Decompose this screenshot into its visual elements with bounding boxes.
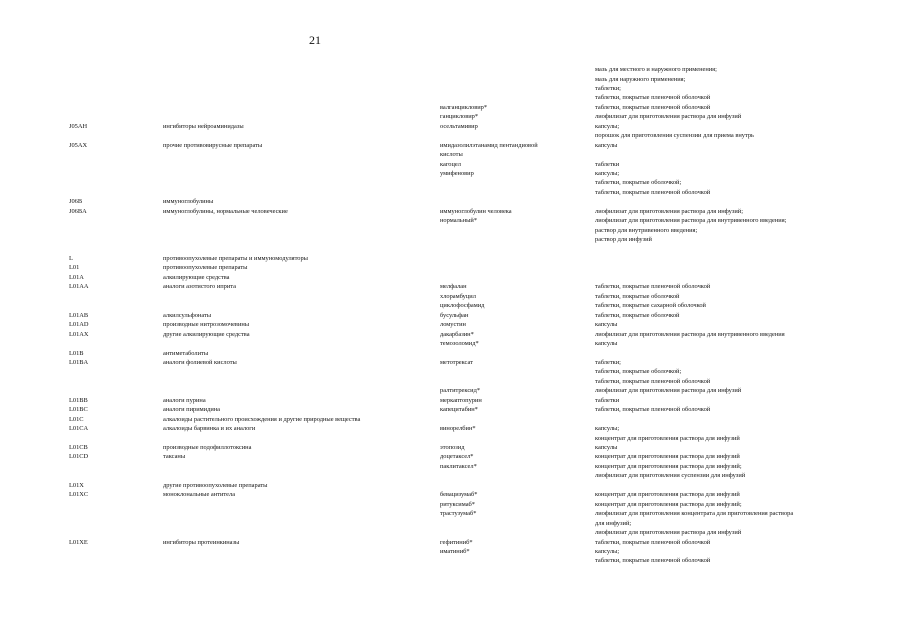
- drug-name: кислоты: [440, 151, 463, 159]
- atc-code: J06BA: [69, 207, 87, 215]
- dosage-form: таблетки, покрытые оболочкой;: [595, 368, 682, 376]
- dosage-form: раствор для внутривенного введения;: [595, 226, 698, 234]
- atc-code: L01AA: [69, 283, 89, 291]
- drug-name: хлорамбуцил: [440, 292, 476, 300]
- dosage-form: лиофилизат для приготовления суспензии для инфузий: [595, 472, 746, 480]
- group-name: таксаны: [163, 453, 186, 461]
- drug-name: ганцикловир*: [440, 113, 479, 121]
- atc-code: L01XC: [69, 491, 89, 499]
- dosage-form: капсулы;: [595, 169, 620, 177]
- drug-name: капецитабин*: [440, 406, 478, 414]
- dosage-form: мазь для наружного применения;: [595, 75, 686, 83]
- atc-code: J05AX: [69, 141, 88, 149]
- atc-code: L01C: [69, 415, 84, 423]
- page-number: 21: [309, 33, 321, 47]
- group-name: другие противоопухолевые препараты: [163, 481, 268, 489]
- dosage-form: для инфузий;: [595, 519, 632, 527]
- atc-code: J06B: [69, 198, 83, 206]
- drug-name: ритуксимаб*: [440, 500, 476, 508]
- group-name: другие алкилирующие средства: [163, 330, 250, 338]
- group-name: алкалоиды растительного происхождения и другие природные вещества: [163, 415, 361, 423]
- dosage-form: мазь для местного и наружного применения;: [595, 66, 717, 73]
- dosage-form: таблетки, покрытые пленочной оболочкой: [595, 377, 711, 385]
- atc-code: L01AD: [69, 321, 89, 329]
- drug-name: ралтитрексид*: [440, 387, 481, 395]
- drug-name: осельтамивир: [440, 122, 478, 130]
- atc-code: L01BC: [69, 406, 88, 414]
- atc-code: L01BA: [69, 358, 89, 366]
- group-name: аналоги пурина: [163, 396, 206, 404]
- group-name: антиметаболиты: [163, 349, 209, 357]
- group-name: прочие противовирусные препараты: [163, 141, 263, 149]
- drug-name: винорелбин*: [440, 425, 476, 433]
- dosage-form: лиофилизат для приготовления концентрата для приготовления раствора: [595, 510, 794, 518]
- group-name: алкалоиды барвинка и их аналоги: [163, 425, 256, 433]
- dosage-form: капсулы: [595, 321, 618, 329]
- dosage-form: таблетки, покрытые пленочной оболочкой: [595, 538, 711, 546]
- group-name: противоопухолевые препараты: [163, 264, 248, 272]
- dosage-form: лиофилизат для приготовления раствора для инфузий;: [595, 207, 743, 215]
- dosage-form: таблетки: [595, 160, 620, 168]
- dosage-form: таблетки, покрытые пленочной оболочкой: [595, 103, 711, 111]
- atc-code: L01AX: [69, 330, 89, 338]
- group-name: ингибиторы протеинкиназы: [163, 538, 240, 546]
- drug-name: бусульфан: [440, 311, 469, 319]
- drug-name: кагоцел: [440, 160, 461, 168]
- atc-code: L01BB: [69, 396, 88, 404]
- group-name: производные подофиллотоксина: [163, 444, 252, 451]
- group-name: аналоги азотистого иприта: [163, 283, 236, 291]
- drug-name: имидазолилэтанамид пентандиовой: [440, 141, 538, 149]
- drug-name: темозоломид*: [440, 340, 479, 347]
- dosage-form: порошок для приготовления суспензии для приема внутрь: [595, 132, 754, 140]
- dosage-form: таблетки, покрытые оболочкой: [595, 311, 680, 319]
- drug-name: паклитаксел*: [440, 462, 477, 470]
- drug-name: метотрексат: [440, 358, 473, 366]
- drug-name: умифеновир: [440, 169, 474, 177]
- dosage-form: концентрат для приготовления раствора для инфузий: [595, 434, 740, 442]
- dosage-form: таблетки, покрытые пленочной оболочкой: [595, 283, 711, 291]
- dosage-form: концентрат для приготовления раствора для инфузий;: [595, 500, 742, 508]
- group-name: аналоги фолиевой кислоты: [163, 358, 237, 366]
- dosage-form: таблетки;: [595, 358, 621, 366]
- dosage-form: лиофилизат для приготовления раствора для инфузий: [595, 113, 742, 121]
- drug-name: бевацизумаб*: [440, 491, 478, 499]
- atc-code: L01AB: [69, 311, 89, 319]
- drug-name: мелфалан: [440, 283, 467, 291]
- group-name: производные нитрозомочевины: [163, 321, 250, 329]
- dosage-form: таблетки, покрытые сахарной оболочкой: [595, 302, 706, 310]
- atc-code: L01B: [69, 349, 84, 357]
- drug-name: доцетаксел*: [440, 453, 474, 461]
- dosage-form: капсулы: [595, 444, 618, 451]
- dosage-form: лиофилизат для приготовления раствора для внутривенного введения: [595, 330, 785, 338]
- drug-name: этопозид: [440, 444, 465, 451]
- dosage-form: капсулы: [595, 340, 618, 347]
- drug-name: меркаптопурин: [440, 396, 482, 404]
- atc-code: L01: [69, 264, 80, 272]
- atc-code: L01CB: [69, 444, 88, 451]
- group-name: аналоги пиримидина: [163, 406, 221, 414]
- dosage-form: лиофилизат для приготовления раствора для инфузий: [595, 529, 742, 536]
- drug-name: иматиниб*: [440, 548, 470, 555]
- dosage-form: таблетки, покрытые пленочной оболочкой: [595, 557, 711, 565]
- dosage-form: капсулы;: [595, 122, 620, 130]
- atc-code: L: [69, 255, 73, 262]
- dosage-form: таблетки: [595, 396, 620, 404]
- dosage-form: таблетки;: [595, 84, 621, 92]
- dosage-form: концентрат для приготовления раствора для инфузий;: [595, 462, 742, 470]
- dosage-form: таблетки, покрытые пленочной оболочкой: [595, 188, 711, 196]
- dosage-form: таблетки, покрытые оболочкой;: [595, 179, 682, 187]
- drug-name: валганцикловир*: [440, 103, 488, 111]
- atc-code: L01A: [69, 273, 84, 281]
- drug-name: циклофосфамид: [440, 302, 485, 310]
- dosage-form: концентрат для приготовления раствора для инфузий: [595, 453, 740, 461]
- group-name: иммуноглобулины, нормальные человеческие: [163, 207, 288, 215]
- group-name: моноклональные антитела: [163, 491, 236, 499]
- atc-code: L01CA: [69, 425, 89, 433]
- group-name: алкилирующие средства: [163, 273, 230, 281]
- group-name: иммуноглобулины: [163, 198, 214, 206]
- drug-name: иммуноглобулин человека: [440, 207, 512, 215]
- group-name: противоопухолевые препараты и иммуномодуляторы: [163, 255, 308, 262]
- dosage-form: лиофилизат для приготовления раствора для инфузий: [595, 387, 742, 395]
- atc-code: L01XE: [69, 538, 88, 546]
- drug-name: ломустин: [440, 321, 466, 329]
- atc-code: L01X: [69, 481, 84, 489]
- dosage-form: таблетки, покрытые пленочной оболочкой: [595, 406, 711, 414]
- dosage-form: таблетки, покрытые пленочной оболочкой: [595, 94, 711, 102]
- drug-name: трастузумаб*: [440, 510, 477, 518]
- dosage-form: лиофилизат для приготовления раствора для внутривенного введения;: [595, 217, 787, 225]
- drug-name: дакарбазин*: [440, 330, 474, 338]
- group-name: алкилсульфонаты: [163, 311, 212, 319]
- group-name: ингибиторы нейроаминидазы: [163, 122, 244, 130]
- drug-name: нормальный*: [440, 217, 478, 225]
- dosage-form: капсулы;: [595, 548, 620, 555]
- drug-name: гефитиниб*: [440, 538, 473, 546]
- dosage-form: капсулы: [595, 141, 618, 149]
- dosage-form: концентрат для приготовления раствора для инфузий: [595, 491, 740, 499]
- dosage-form: таблетки, покрытые оболочкой: [595, 292, 680, 300]
- dosage-form: раствор для инфузий: [595, 236, 652, 244]
- atc-code: J05AH: [69, 122, 88, 130]
- atc-code: L01CD: [69, 453, 89, 461]
- dosage-form: капсулы;: [595, 425, 620, 433]
